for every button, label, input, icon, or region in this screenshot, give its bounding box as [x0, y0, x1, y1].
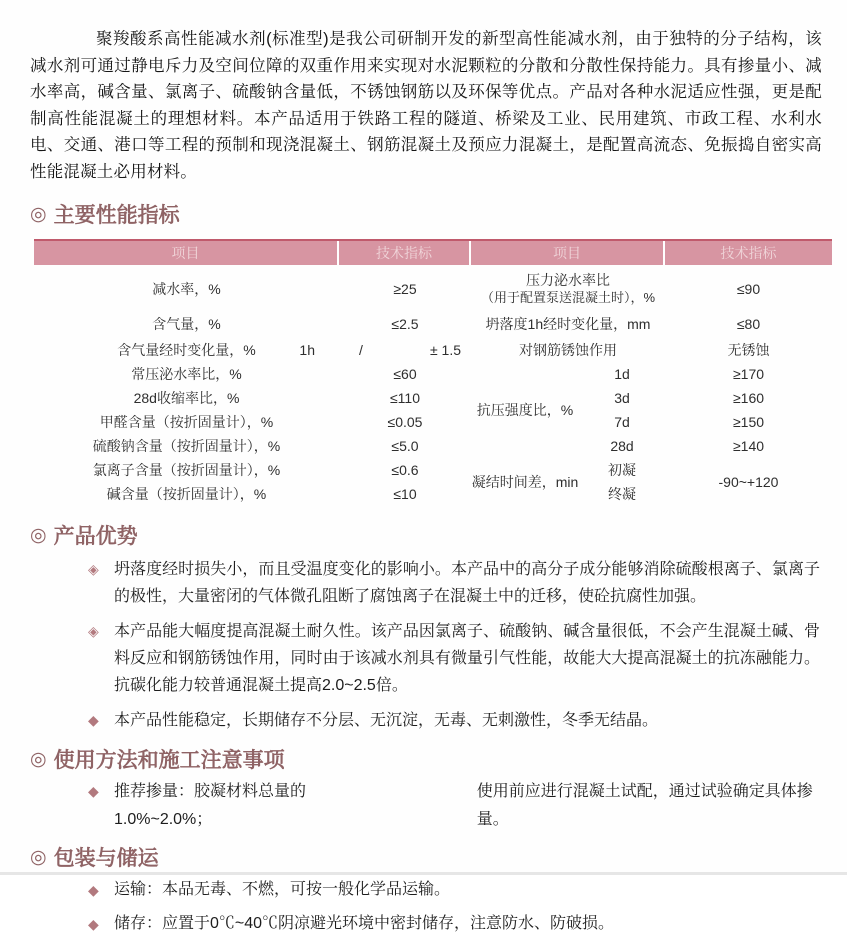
table-header-spec-left: 技术指标	[339, 241, 471, 265]
cell-value: ± 1.5	[429, 342, 461, 358]
list-item-text: 本产品性能稳定，长期储存不分层、无沉淀，无毒、无刺激性，冬季无结晶。	[114, 712, 659, 729]
cell-spec: ≤0.6	[391, 462, 419, 478]
initial-setting: 初凝	[608, 462, 636, 478]
cell-item	[471, 271, 665, 307]
table-row	[34, 338, 471, 362]
list-item	[88, 618, 820, 699]
table-header-row	[34, 239, 832, 265]
cell-spec: ≤90	[736, 281, 761, 297]
cell-item: 对钢筋锈蚀作用	[519, 342, 617, 358]
cell-label: 凝结时间差，min	[471, 474, 579, 490]
bullseye-icon: ◎	[30, 748, 47, 770]
diamond-bullet-icon: ◈	[88, 623, 99, 639]
cell-spec: ≤5.0	[391, 438, 419, 454]
section-title-packaging	[30, 844, 822, 870]
list-item	[88, 910, 820, 938]
table-row	[34, 458, 471, 482]
cell-spec: ≥25	[393, 281, 417, 297]
list-item-text: 本产品能大幅度提高混凝土耐久性。该产品因氯离子、硫酸钠、碱含量很低，不会产生混凝土碱、骨料反应和钢筋锈蚀作用，同时由于该减水剂具有微量引气性能，故能大大提高混凝土的抗冻融能力。抗碳化能力较普通混凝土提高2.0~2.5倍。	[114, 623, 820, 694]
cell-label-line1: 压力泌水率比	[526, 272, 610, 288]
section-title-usage	[30, 746, 822, 772]
section-title-text: 包装与储运	[53, 847, 159, 870]
cell-item	[471, 362, 665, 458]
cell-spec: 无锈蚀	[727, 342, 770, 358]
cell-slash: /	[359, 342, 363, 358]
table-left-half	[34, 269, 471, 506]
cell-subs	[579, 458, 665, 506]
table-row	[471, 269, 832, 309]
diamond-bullet-icon: ◆	[88, 882, 99, 898]
diamond-bullet-icon: ◆	[88, 916, 99, 932]
cell-item	[471, 458, 665, 506]
table-header-item-right: 项目	[471, 241, 665, 265]
list-item-text: 储存：应置于0℃~40℃阴凉避光环境中密封储存，注意防水、防破损。	[114, 915, 615, 932]
cell-item: 氯离子含量（按折固量计），%	[92, 462, 281, 478]
section-title-advantages	[30, 522, 822, 548]
usage-note-text: 使用前应进行混凝土试配，通过试验确定具体掺量。	[476, 783, 813, 828]
spec-28d: ≥140	[732, 438, 765, 454]
table-row	[34, 434, 471, 458]
cell-spec: ≤110	[389, 390, 420, 406]
cell-item: 碱含量（按折固量计），%	[106, 486, 267, 502]
section-title-text: 使用方法和施工注意事项	[53, 749, 285, 772]
table-row	[34, 410, 471, 434]
age-28d: 28d	[610, 438, 634, 454]
section-title-text: 主要性能指标	[53, 204, 180, 227]
cell-spec: ≤10	[393, 486, 417, 502]
cell-ages	[579, 362, 665, 458]
final-setting: 终凝	[608, 486, 636, 502]
list-item	[88, 707, 820, 734]
section-title-text: 产品优势	[53, 525, 138, 548]
table-row	[34, 269, 471, 309]
cell-item: 含气量，%	[152, 315, 221, 332]
list-item-text: 坍落度经时损失小，而且受温度变化的影响小。本产品中的高分子成分能够消除硫酸根离子、氯离子的极性，大量密闭的气体微孔阻断了腐蚀离子在混凝土中的迁移，使砼抗腐性加强。	[114, 561, 820, 605]
age-3d: 3d	[614, 390, 630, 406]
cell-spec-stack	[665, 362, 832, 458]
table-right-half	[471, 269, 832, 506]
cell-spec: ≤60	[393, 366, 417, 382]
cell-label-line2: （用于配置泵送混凝土时），%	[480, 290, 656, 305]
table-row	[34, 309, 471, 338]
table-row	[34, 482, 471, 506]
list-item	[88, 876, 820, 904]
performance-table	[34, 239, 832, 506]
list-item-text: 运输：本品无毒、不燃，可按一般化学品运输。	[114, 881, 451, 898]
cell-item: 减水率，%	[152, 281, 221, 297]
table-body	[34, 265, 832, 506]
spec-3d: ≥160	[732, 390, 765, 406]
cell-item: 坍落度1h经时变化量，mm	[485, 315, 651, 332]
table-row	[34, 386, 471, 410]
bullseye-icon: ◎	[30, 846, 47, 868]
age-1d: 1d	[614, 366, 630, 382]
diamond-bullet-icon: ◈	[88, 561, 99, 577]
cell-item: 28d收缩率比，%	[133, 390, 240, 406]
cell-item	[34, 340, 339, 360]
cell-spec: ≤80	[736, 315, 761, 332]
table-row	[471, 309, 832, 338]
packaging-list	[30, 876, 822, 944]
cell-spec: ≤0.05	[387, 414, 423, 430]
cell-spec: -90~+120	[718, 474, 779, 490]
diamond-bullet-icon: ◆	[88, 712, 99, 728]
bullseye-icon: ◎	[30, 524, 47, 546]
cell-label: 含气量经时变化量，%	[117, 342, 256, 358]
usage-list-item	[88, 778, 820, 834]
advantages-list	[30, 556, 822, 734]
cell-spec: ≤2.5	[391, 315, 419, 332]
cell-item: 常压泌水率比，%	[131, 366, 242, 382]
table-header-spec-right: 技术指标	[720, 245, 777, 261]
spec-7d: ≥150	[732, 414, 765, 430]
table-row	[471, 338, 832, 362]
section-title-performance	[30, 201, 822, 227]
age-7d: 7d	[614, 414, 630, 430]
cell-sub-time: 1h	[299, 342, 315, 358]
diamond-bullet-icon: ◆	[88, 783, 99, 799]
table-row-setting-time	[471, 458, 832, 506]
list-item	[88, 556, 820, 610]
bullseye-icon: ◎	[30, 203, 47, 225]
spec-1d: ≥170	[732, 366, 765, 382]
table-header-item-left: 项目	[34, 241, 339, 265]
cell-item: 甲醛含量（按折固量计），%	[99, 414, 274, 430]
cell-item: 硫酸钠含量（按折固量计），%	[92, 438, 281, 454]
dosage-text: 推荐掺量：胶凝材料总量的1.0%~2.0%；	[114, 783, 307, 828]
cell-label: 抗压强度比，%	[476, 402, 574, 418]
table-row-compressive	[471, 362, 832, 458]
table-row	[34, 362, 471, 386]
intro-paragraph: 聚羧酸系高性能减水剂(标准型)是我公司研制开发的新型高性能减水剂，由于独特的分子结构，该减水剂可通过静电斥力及空间位障的双重作用来实现对水泥颗粒的分散和分散性保持能力。具有掺量小、减水率高，碱含量、氯离子、硫酸钠含量低，不锈蚀钢筋以及环保等优点。产品对各种水泥适应性强，更是配制高性能混凝土的理想材料。本产品适用于铁路工程的隧道、桥梁及工业、民用建筑、市政工程、水利水电、交通、港口等工程的预制和现浇混凝土、钢筋混凝土及预应力混凝土，是配置高流态、免振捣自密实高性能混凝土必用材料。	[30, 30, 822, 181]
